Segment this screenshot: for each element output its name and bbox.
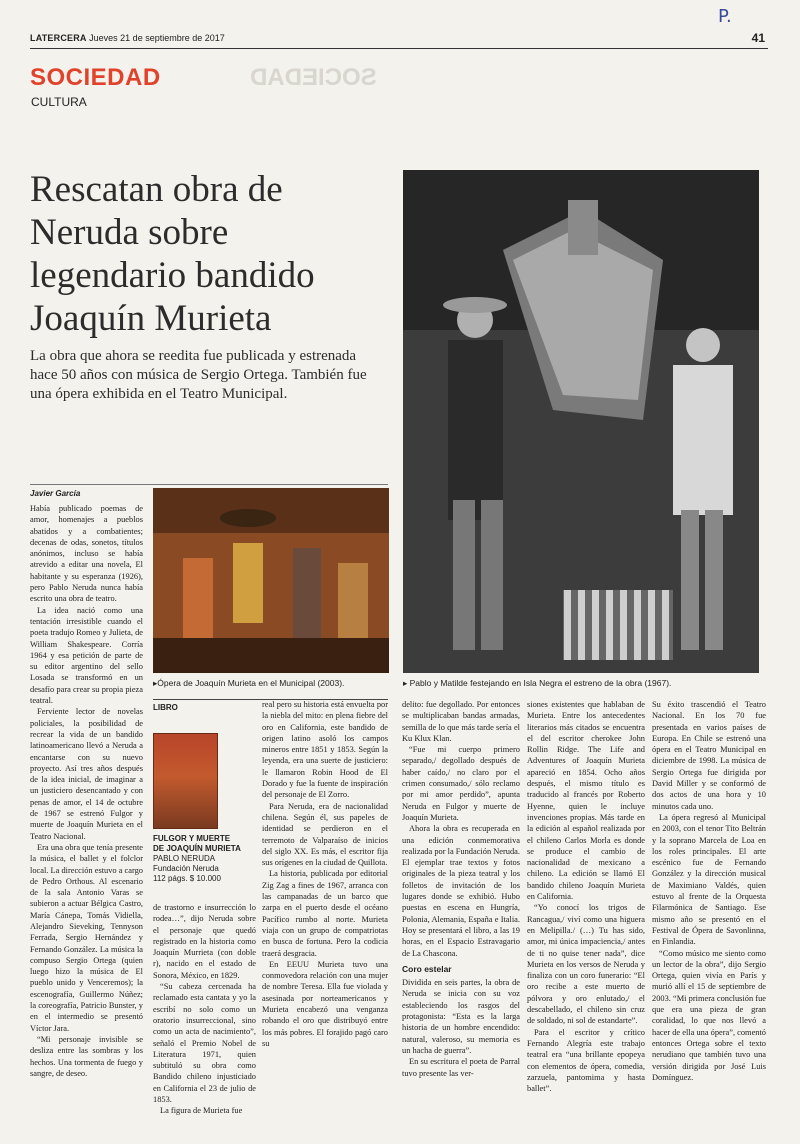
libro-label: LIBRO [153, 703, 178, 712]
body-col-5 [527, 699, 645, 1094]
body-col-1 [30, 503, 143, 1079]
paragraph: delito: fue degollado. Por entonces se multiplicaban bandas armadas, semilla de lo que más tarde sería el Ku Klux Klan. [402, 700, 520, 743]
subheading: Coro estelar [402, 963, 452, 974]
body-col-2 [153, 902, 256, 1117]
paragraph: En su escritura el poeta de Parral tuvo presente las ver- [402, 1057, 520, 1078]
paragraph: La ópera regresó al Municipal en 2003, con el tenor Tito Beltrán y la soprano Marcela de Loa en los roles principales. El arte escénico fue de Fernando González y la dirección musical de Maximiano Valdés, quien estuvo al frente de la Orquesta Filarmónica de Santiago. Ese mismo año se presentó en el Festival de Ópera de Savonlinna, en Finlandia. [652, 812, 766, 947]
paragraph: “Su cabeza cercenada ha reclamado esta cantata y yo la escribí no solo como un oratorio insurreccional, sino como un acta de nacimiento”, señaló el Premio Nobel de Literatura 1971, quien subtituló su obra como Bandido chileno injusticiado en California el 23 de julio de 1853. [153, 982, 256, 1105]
photo-neruda-matilde-art [403, 170, 759, 673]
caption-big-text: Pablo y Matilde festejando en Isla Negra el estreno de la obra (1967). [409, 678, 672, 688]
section-subname: CULTURA [31, 95, 87, 109]
paragraph: Ferviente lector de novelas policiales, la posibilidad de recrear la vida de un bandido latinoamericano llevó a Neruda a encantarse con su nuevo proyecto. Así tres años después de la idea inicial, de imaginar a un justiciero desencantado y con penas de amor, el 14 de octubre de 1967 se estrenó Fulgor y muerte de Joaquín Murieta en el Teatro Nacional. [30, 707, 143, 841]
paragraph: real pero su historia está envuelta por la niebla del mito: en plena fiebre del oro en California, este bandido de origen latino asoló los campos mineros entre 1851 y 1853. Según la leyenda, era una suerte de justiciero: le llamaron Robin Hood de El Dorado y fue la fuente de inspiración del personaje de El Zorro. [262, 700, 388, 800]
paragraph: “Mi personaje invisible se desliza entre las sombras y los hechos. Una tormenta de fuego y sangre, de deseo. [30, 1034, 143, 1078]
caption-big-photo: ▸ Pablo y Matilde festejando en Isla Negra el estreno de la obra (1967). [403, 678, 672, 688]
section-name: SOCIEDAD [30, 64, 161, 91]
header-rule [30, 48, 768, 49]
paragraph: “Yo conocí los trigos de Rancagua,/ viví como una higuera en Melipilla./ (…) Tu has sido, amor, mi única impaciencia,/ antes de ti no quise tener nada”, dice Murieta en los versos de Neruda y finaliza con un coro funerario: “El oro recibe a este muerto de pólvora y oro enlutado,/ el descabellado, el chileno sin cruz de soldado, ni sol de estandarte”. [527, 903, 645, 1026]
body-col-3 [262, 699, 388, 1049]
paragraph: Su éxito trascendió el Teatro Nacional. En los 70 fue presentada en varios países de Europa. En Chile se estrenó una ópera en el Teatro Municipal en diciembre de 1998. La música de Sergio Ortega fue dirigida por David Miller y se conformó de dos actos de una hora y 10 minutos cada uno. [652, 700, 766, 811]
paragraph: Había publicado poemas de amor, homenajes a pueblos abatidos y a combatientes; decenas de odas, sonetos, títulos anónimos, incluso se había atrevido a editar una novela, El habitante y su esperanza (1926), pero Pablo Neruda nunca había escrito una obra de teatro. [30, 504, 143, 604]
bleed-through-section: SOCIEDAD [250, 64, 377, 91]
paragraph: En EEUU Murieta tuvo una conmovedora relación con una mujer de nombre Teresa. Ella fue violada y asesinada por norteamericanos y Murieta encabezó una venganza robando el oro que distribuyó entre los más pobres. El forajido pagó caro su [262, 959, 388, 1048]
byline: Javier García [30, 489, 81, 498]
paragraph: “Fue mi cuerpo primero separado,/ degollado después de haber caído,/ no claro por el crimen consumado,/ sólo reclamo por mi amor perdido”, apunta Neruda en Fulgor y muerte de Joaquín Murieta. [402, 745, 520, 822]
paragraph: de trastorno e insurrección lo rodea…”, dijo Neruda sobre el personaje que quedó registrado en la historia como Joaquín Murrieta (con doble r), nacido en el estado de Sonora, México, en 1829. [153, 903, 256, 980]
photo-opera-art [153, 488, 389, 673]
handwritten-mark: P. [718, 6, 732, 27]
paragraph: “Como músico me siento como un lector de la obra”, dijo Sergio Ortega, quien vivía en París y murió allí el 15 de septiembre de 2003. “Mi primera conclusión fue que era una pieza de gran coralidad, lo que nos llevó a hacer de ella una ópera”, comentó entonces Ortega sobre el texto nerudiano que también tuvo una versión dirigida por José Luis Domínguez. [652, 948, 766, 1082]
body-col-6 [652, 699, 766, 1083]
book-title: FULGOR Y MUERTE DE JOAQUÍN MURIETA [153, 834, 241, 853]
paragraph: siones existentes que hablaban de Murieta. Entre los antecedentes literarios más citados se encuentra el del escritor cherokee John Rollin Ridge. The Life and Adventures of Joaquín Murieta apareció en 1854. Ocho años después, el mismo título es traducido al francés por Roberto Hyenne, quien le incluye invenciones propias. Más tarde en la edición al español realizada por el chileno Carlos Morla es donde se produce el cambio de nacionalidad de mexicano a chileno. La edición se llamó El bandido chileno Joaquín Murieta en California. [527, 700, 645, 902]
paragraph: Dividida en seis partes, la obra de Neruda se inicia con su voz estableciendo los rasgos del protagonista: “Esta es la larga historia de un hombre encendido: natural, valeroso, su memoria es un hacha de guerra”. [402, 978, 520, 1055]
page-header [30, 33, 765, 43]
paragraph: La historia, publicada por editorial Zig Zag a fines de 1967, arranca con las campanadas de un barco que zarpa en el puerto desde el océano Pacífico rumbo al norte. Murieta viaja con un grupo de compatriotas en busca de fortuna. Pero la codicia traerá desgracia. [262, 869, 388, 958]
caption-small-photo: ▸Ópera de Joaquín Murieta en el Municipal (2003). [153, 678, 345, 688]
photo-neruda-matilde [403, 170, 759, 673]
book-info [153, 834, 243, 884]
paragraph: Para Neruda, era de nacionalidad chilena. Según él, sus papeles de identidad se perdieron en el terremoto de Valparaíso de inicios del siglo XX. Es más, el escritor fija sus orígenes en la ciudad de Quillota. [262, 801, 388, 868]
caption-small-text: Ópera de Joaquín Murieta en el Municipal (2003). [157, 678, 345, 688]
deck: La obra que ahora se reedita fue publicada y estrenada hace 50 años con música de Sergio Ortega. También fue una ópera exhibida en el Teatro Municipal. [30, 348, 367, 402]
newspaper-brand: LATERCERA [30, 33, 87, 43]
body-col-4 [402, 699, 520, 1079]
paragraph: Para el escritor y crítico Fernando Alegría este trabajo teatral era “una brillante epopeya con elementos de ópera, comedia, zarzuela, pantomima y hasta ballet”. [527, 1027, 645, 1094]
photo-opera-2003 [153, 488, 389, 673]
paragraph: Era una obra que tenía presente la música, el ballet y el folclor local. La dirección estuvo a cargo de Pedro Orthous. Al escenario de la sala Antonio Varas se subieron a actuar Bélgica Castro, María Cánepa, Tomás Vidiella, Alejandro Sieveking, Tennyson Ferrada, Sergio Hernández y Fernando González. La música la compuso Sergio Ortega (quien luego hizo la música de El pueblo unido y Venceremos); la escenografía, Guillermo Núñez; la coreografía, Patricio Bunster, y en el intermedio se presentó Víctor Jara. [30, 842, 143, 1033]
book-publisher: Fundación Neruda [153, 864, 219, 873]
paragraph: La figura de Murieta fue [160, 1106, 243, 1116]
header-date: Jueves 21 de septiembre de 2017 [89, 33, 225, 43]
book-author: PABLO NERUDA [153, 854, 216, 863]
byline-rule [30, 484, 388, 485]
headline: Rescatan obra de Neruda sobre legendario bandido Joaquín Murieta [30, 169, 315, 339]
paragraph: La idea nació como una tentación irresistible cuando el poeta tradujo Romeo y Julieta, de William Shakespeare. Corría 1964 y esa petición de parte de su editor argentino del sello Losada se transformó en un desafío para crear su propia pieza teatral. [30, 605, 143, 706]
page-number: 41 [751, 31, 765, 45]
paragraph: Ahora la obra es recuperada en una edición conmemorativa realizada por la Fundación Neruda. El ejemplar trae textos y fotos originales de la pieza teatral y los folletos de invitación de los lugares donde se exhibió. Hubo puestas en escena en Hungría, Polonia, Alemania, España e Italia. Hoy se presentará el libro, a las 19 horas, en el Espacio Estravagario de La Chascona. [402, 824, 520, 958]
book-cover [153, 733, 218, 829]
book-details: 112 págs. $ 10.000 [153, 874, 221, 883]
